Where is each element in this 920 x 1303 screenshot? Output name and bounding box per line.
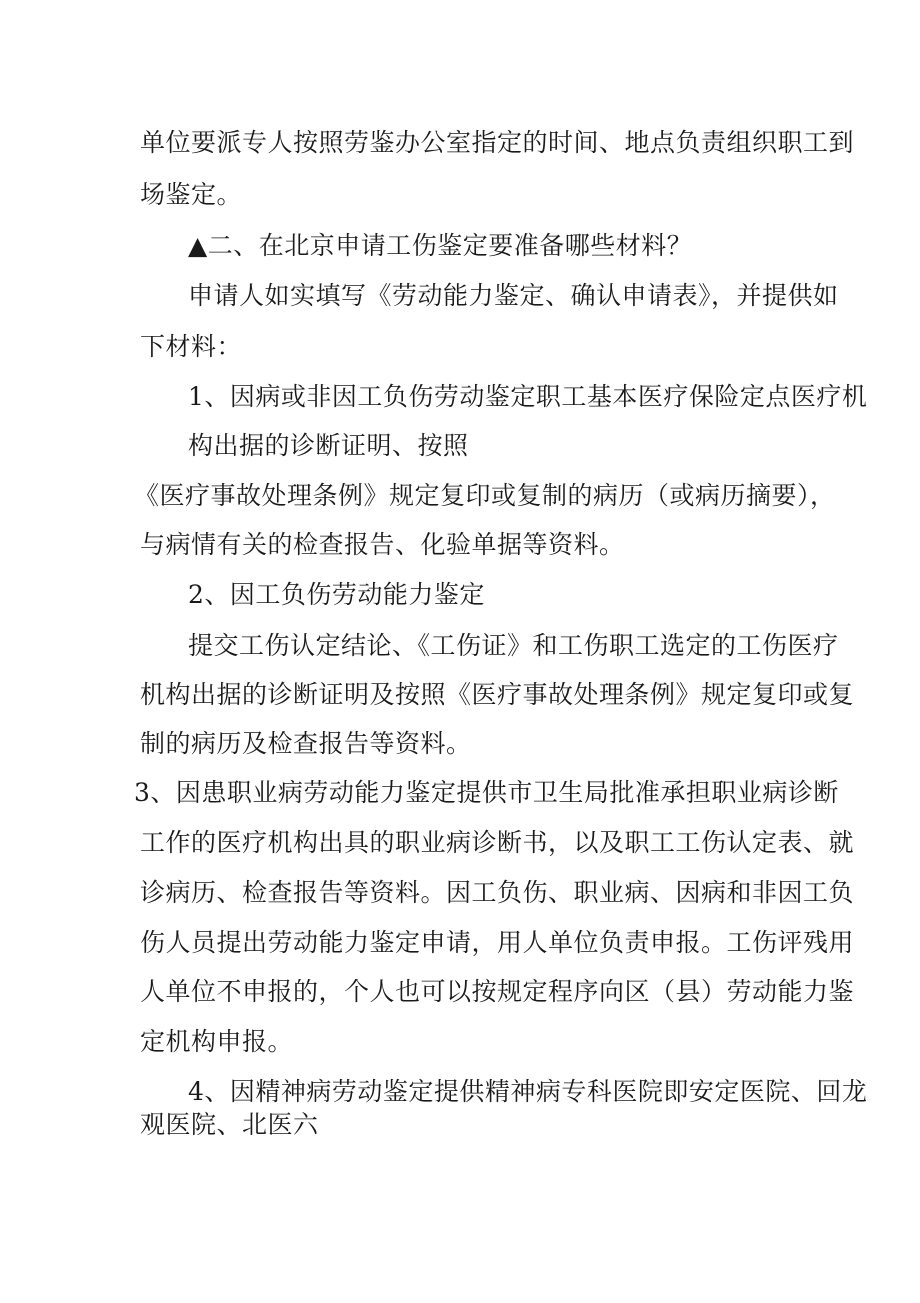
text-line: 制的病历及检查报告等资料。 xyxy=(140,729,472,758)
section-heading: ▲二、在北京申请工伤鉴定要准备哪些材料？ xyxy=(188,231,693,260)
text-line: 与病情有关的检查报告、化验单据等资料。 xyxy=(140,530,625,559)
text-line: 观医院、北医六 xyxy=(140,1110,319,1139)
list-item-2: 2、因工负伤劳动能力鉴定 xyxy=(188,580,485,609)
list-item-4: 4、因精神病劳动鉴定提供精神病专科医院即安定医院、回龙 xyxy=(188,1077,868,1106)
text-line: 申请人如实填写《劳动能力鉴定、确认申请表》，并提供如 xyxy=(188,281,839,310)
text-line: 诊病历、检查报告等资料。因工负伤、职业病、因病和非因工负 xyxy=(140,878,855,907)
text-line: 构出据的诊断证明、按照 xyxy=(188,431,469,460)
text-line: 提交工伤认定结论、《工伤证》和工伤职工选定的工伤医疗 xyxy=(188,631,839,660)
text-line: 单位要派专人按照劳鉴办公室指定的时间、地点负责组织职工到 xyxy=(140,128,855,157)
text-line: 下材料： xyxy=(140,332,243,361)
text-line: 机构出据的诊断证明及按照《医疗事故处理条例》规定复印或复 xyxy=(140,680,855,709)
text-line: 人单位不申报的，个人也可以按规定程序向区（县）劳动能力鉴 xyxy=(140,977,855,1006)
text-line: 定机构申报。 xyxy=(140,1027,294,1056)
text-line: 伤人员提出劳动能力鉴定申请，用人单位负责申报。工伤评残用 xyxy=(140,928,855,957)
list-item-3: 3、因患职业病劳动能力鉴定提供市卫生局批准承担职业病诊断 xyxy=(134,778,839,807)
text-line: 《医疗事故处理条例》规定复印或复制的病历（或病历摘要）， xyxy=(134,481,836,510)
text-line: 场鉴定。 xyxy=(140,180,243,209)
list-item-1: 1、因病或非因工负伤劳动鉴定职工基本医疗保险定点医疗机 xyxy=(188,382,868,411)
text-line: 工作的医疗机构出具的职业病诊断书，以及职工工伤认定表、就 xyxy=(140,828,855,857)
